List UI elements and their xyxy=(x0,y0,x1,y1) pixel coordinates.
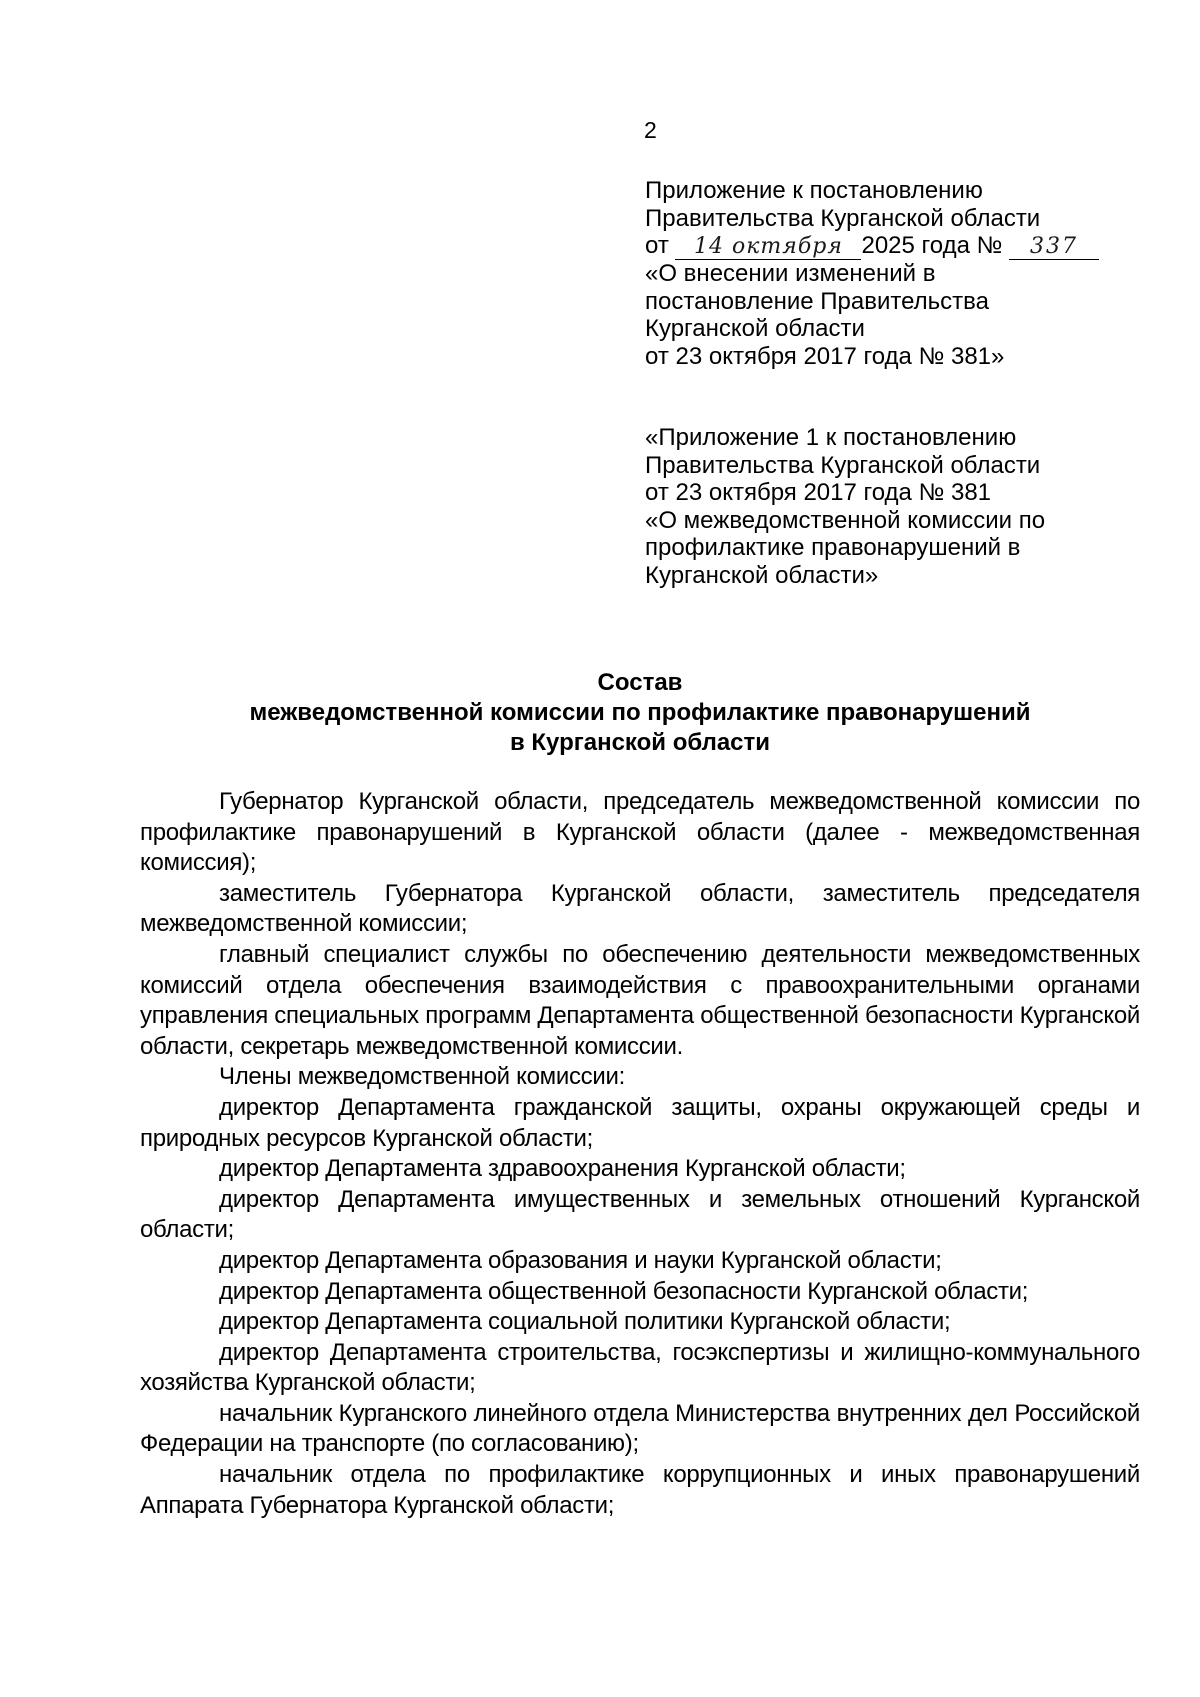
appendix-header xyxy=(645,177,1165,370)
handwritten-date: 14 октября xyxy=(675,235,861,260)
handwritten-number: 337 xyxy=(1009,235,1099,260)
appendix-line: от 23 октября 2017 года № 381» xyxy=(645,342,1005,370)
paragraph-members-heading: Члены межведомственной комиссии: xyxy=(219,1063,625,1091)
appendix-line: профилактике правонарушений в xyxy=(645,534,1021,561)
appendix-date-line xyxy=(645,232,1165,260)
paragraph-member: директор Департамента гражданской защиты, охраны окружающей среды и природных ресурсов Курганской области; xyxy=(140,1093,1140,1152)
paragraph-member: директор Департамента строительства, госэкспертизы и жилищно-коммунального хозяйства Курганской области; xyxy=(140,1338,1140,1397)
appendix-line: Правительства Курганской области xyxy=(645,204,1041,232)
paragraph-member: директор Департамента здравоохранения Курганской области; xyxy=(219,1155,906,1183)
paragraph-member: начальник Курганского линейного отдела Министерства внутренних дел Российской Федерации на транспорте (по согласованию); xyxy=(140,1399,1140,1458)
appendix-date-middle: 2025 года № xyxy=(861,232,1003,259)
paragraph-member: директор Департамента имущественных и земельных отношений Курганской области; xyxy=(140,1185,1140,1244)
paragraph-secretary: главный специалист службы по обеспечению деятельности межведомственных комиссий отдела обеспечения взаимодействия с правоохранительными органами управления специальных программ Департамента общественной безопасности Курганской области, секретарь межведомственной комиссии. xyxy=(140,940,1140,1060)
title-line: Состав xyxy=(597,669,683,696)
commission-composition xyxy=(140,787,1140,1521)
appendix-date-prefix: от xyxy=(645,232,669,259)
appendix-line: Курганской области» xyxy=(645,561,879,589)
appendix-line: Приложение к постановлению xyxy=(645,177,983,204)
appendix-line: постановление Правительства xyxy=(645,287,989,315)
paragraph-member: директор Департамента социальной политики Курганской области; xyxy=(219,1308,951,1336)
paragraph-deputy-chairman: заместитель Губернатора Курганской области, заместитель председателя межведомственной комиссии; xyxy=(140,879,1140,938)
appendix-line: «Приложение 1 к постановлению xyxy=(645,424,1017,451)
paragraph-member: начальник отдела по профилактике коррупционных и иных правонарушений Аппарата Губернатора Курганской области; xyxy=(140,1461,1140,1519)
original-appendix-header xyxy=(645,424,1165,589)
appendix-line: «О внесении изменений в xyxy=(645,260,936,287)
title-line: в Курганской области xyxy=(509,729,771,756)
appendix-line: Правительства Курганской области xyxy=(645,451,1041,479)
appendix-line: от 23 октября 2017 года № 381 xyxy=(645,479,992,506)
paragraph-chairman: Губернатор Курганской области, председатель межведомственной комиссии по профилактике правонарушений в Курганской области (далее - межведомственная комиссия); xyxy=(140,788,1140,877)
paragraph-member: директор Департамента образования и науки Курганской области; xyxy=(219,1246,942,1274)
appendix-line: «О межведомственной комиссии по xyxy=(645,506,1046,534)
page-number: 2 xyxy=(644,117,657,143)
title-line: межведомственной комиссии по профилактике правонарушений xyxy=(249,699,1031,726)
paragraph-member: директор Департамента общественной безопасности Курганской области; xyxy=(219,1277,1029,1305)
document-title xyxy=(140,668,1140,758)
appendix-line: Курганской области xyxy=(645,315,865,342)
